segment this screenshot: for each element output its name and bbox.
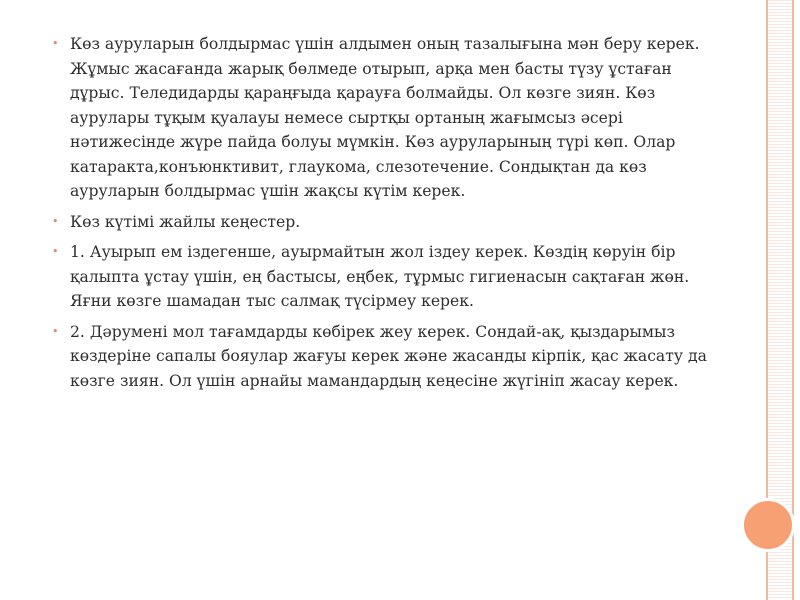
bullet-marker: •: [52, 37, 59, 50]
bullet-marker: •: [52, 324, 59, 338]
bullet-text: Көз ауруларын болдырмас үшін алдымен оның тазалығына мән беру керек. Жұмыс жасағанда жарық бөлмеде отырып, арқа мен басты түзу ұстаған дұрыс. Теледидарды қараңғыда қарауға болмайды. Ол көзге зиян. Көз аурулары тұқым қуалауы немесе сыртқы ортаның жағымсыз әсері нәтижесінде жүре пайда болуы мүмкін. Көз ауруларының түрі көп. Олар катаракта,конъюнктивит, глаукома, слезотечение. Сондықтан да көз ауруларын болдырмас үшін жақсы күтім керек.: [70, 35, 700, 200]
decorative-orange-circle: [741, 498, 795, 552]
bullet-paragraph: [50, 240, 710, 314]
bullet-paragraph: [50, 320, 710, 394]
bullet-paragraph: [50, 210, 710, 235]
slide-content: [50, 32, 710, 399]
bullet-text: 2. Дәрумені мол тағамдарды көбірек жеу керек. Сондай-ақ, қыздарымыз көздеріне сапалы бояулар жағуы керек және жасанды кірпік, қас жасату да көзге зиян. Ол үшін арнайы мамандардың кеңесіне жүгініп жасау керек.: [70, 322, 707, 390]
bullet-paragraph: [50, 32, 710, 204]
bullet-marker: •: [52, 245, 59, 258]
bullet-text: 1. Ауырып ем іздегенше, ауырмайтын жол іздеу керек. Көздің көруін бір қалыпта ұстау үшін, ең бастысы, еңбек, тұрмыс гигиенасын сақтаған жөн. Яғни көзге шамадан тыс салмақ түсірмеу керек.: [70, 243, 690, 310]
bullet-text: Көз күтімі жайлы кеңестер.: [70, 212, 301, 231]
bullet-marker: •: [52, 214, 59, 228]
